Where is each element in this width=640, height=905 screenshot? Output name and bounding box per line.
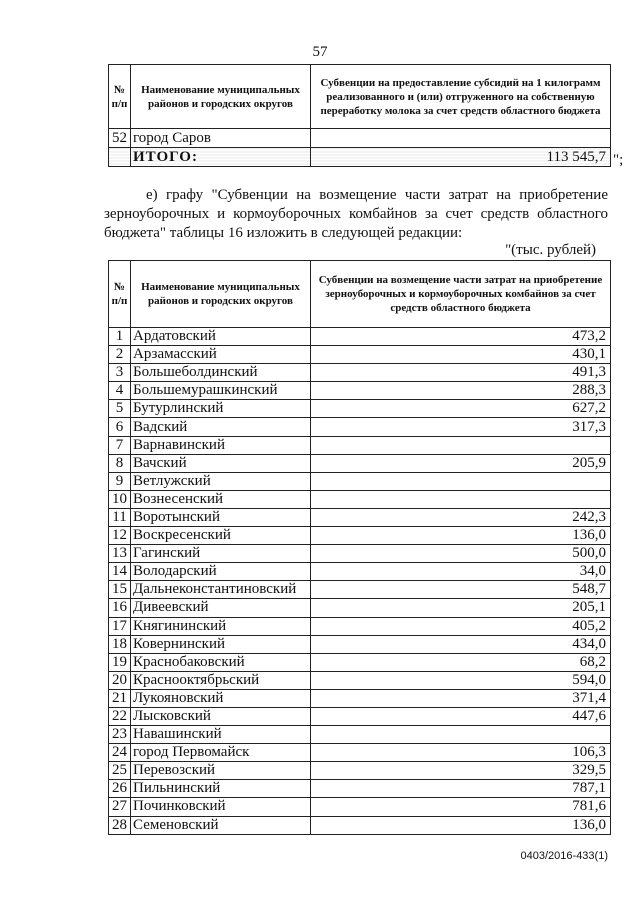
row-value: 68,2 (311, 653, 611, 671)
header-name: Наименование муниципальных районов и городских округов (131, 65, 311, 129)
row-num: 23 (109, 726, 131, 744)
table-row (109, 364, 611, 382)
row-name: Арзамасский (131, 346, 311, 364)
row-name: Семеновский (131, 816, 311, 834)
row-value: 594,0 (311, 671, 611, 689)
table-row (109, 707, 611, 725)
row-value: 447,6 (311, 707, 611, 725)
table-row (109, 400, 611, 418)
row-value: 781,6 (311, 798, 611, 816)
row-name: Ардатовский (131, 328, 311, 346)
table-row (109, 726, 611, 744)
table-row (109, 418, 611, 436)
table-row (109, 798, 611, 816)
row-num: 12 (109, 527, 131, 545)
row-name: Варнавинский (131, 436, 311, 454)
row-value: 473,2 (311, 328, 611, 346)
row-num: 3 (109, 364, 131, 382)
row-name: Дивеевский (131, 599, 311, 617)
table-row (109, 762, 611, 780)
row-value: 317,3 (311, 418, 611, 436)
table-row (109, 346, 611, 364)
row-name: Большемурашкинский (131, 382, 311, 400)
row-name: Вачский (131, 454, 311, 472)
amendment-text: е) графу "Субвенции на возмещение части затрат на приобретение зерноуборочных и кормоуборочных комбайнов за счет средств областного бюджета" таблицы 16 изложить в следующей редакции: (104, 187, 608, 241)
table-row (109, 472, 611, 490)
row-name: Краснооктябрьский (131, 671, 311, 689)
row-num: 4 (109, 382, 131, 400)
header-value: Субвенции на предоставление субсидий на 1 килограмм реализованного и (или) отгруженного на собственную переработку молока за счет средств областного бюджета (311, 65, 611, 129)
row-value: 491,3 (311, 364, 611, 382)
row-value (311, 490, 611, 508)
row-value (311, 436, 611, 454)
total-num (109, 148, 131, 167)
row-num: 15 (109, 581, 131, 599)
row-num: 13 (109, 545, 131, 563)
row-value: 434,0 (311, 635, 611, 653)
combine-subsidy-table (108, 260, 611, 835)
row-name: Лукояновский (131, 689, 311, 707)
row-value (311, 129, 611, 148)
total-label: ИТОГО: (131, 148, 311, 167)
row-name: Ветлужский (131, 472, 311, 490)
row-num: 25 (109, 762, 131, 780)
closing-quote: "; (613, 152, 624, 168)
row-num: 5 (109, 400, 131, 418)
row-value: 34,0 (311, 563, 611, 581)
table-row (109, 508, 611, 526)
table-row (109, 436, 611, 454)
table-row (109, 671, 611, 689)
row-num: 52 (109, 129, 131, 148)
row-num: 11 (109, 508, 131, 526)
row-name: Перевозский (131, 762, 311, 780)
row-value (311, 472, 611, 490)
table-row (109, 816, 611, 834)
table-row (109, 780, 611, 798)
row-name: Навашинский (131, 726, 311, 744)
row-value: 371,4 (311, 689, 611, 707)
table-row (109, 581, 611, 599)
amendment-paragraph (104, 186, 608, 243)
table-row (109, 635, 611, 653)
row-num: 24 (109, 744, 131, 762)
row-value: 242,3 (311, 508, 611, 526)
table-row (109, 527, 611, 545)
row-value: 430,1 (311, 346, 611, 364)
row-name: Дальнеконстантиновский (131, 581, 311, 599)
row-name: Вадский (131, 418, 311, 436)
row-name: Починковский (131, 798, 311, 816)
row-value: 205,1 (311, 599, 611, 617)
table-row (109, 545, 611, 563)
row-name: Бутурлинский (131, 400, 311, 418)
row-name: город Первомайск (131, 744, 311, 762)
row-num: 22 (109, 707, 131, 725)
row-num: 9 (109, 472, 131, 490)
row-num: 8 (109, 454, 131, 472)
row-name: Володарский (131, 563, 311, 581)
total-row (109, 148, 611, 167)
unit-label: "(тыс. рублей) (505, 242, 596, 258)
table-row (109, 382, 611, 400)
row-name: Пильнинский (131, 780, 311, 798)
row-num: 27 (109, 798, 131, 816)
table-row (109, 689, 611, 707)
row-value: 136,0 (311, 816, 611, 834)
row-name: Вознесенский (131, 490, 311, 508)
row-value: 205,9 (311, 454, 611, 472)
row-value: 787,1 (311, 780, 611, 798)
row-num: 20 (109, 671, 131, 689)
row-num: 7 (109, 436, 131, 454)
table-row (109, 454, 611, 472)
milk-subsidy-table (108, 64, 611, 167)
table-row (109, 653, 611, 671)
table-row (109, 563, 611, 581)
table-row (109, 129, 611, 148)
row-name: город Саров (131, 129, 311, 148)
row-value: 106,3 (311, 744, 611, 762)
row-value: 405,2 (311, 617, 611, 635)
row-value: 288,3 (311, 382, 611, 400)
row-name: Воротынский (131, 508, 311, 526)
row-name: Гагинский (131, 545, 311, 563)
row-value: 627,2 (311, 400, 611, 418)
row-num: 28 (109, 816, 131, 834)
row-value: 136,0 (311, 527, 611, 545)
header-name: Наименование муниципальных районов и городских округов (131, 261, 311, 328)
row-name: Княгининский (131, 617, 311, 635)
row-num: 17 (109, 617, 131, 635)
row-num: 16 (109, 599, 131, 617)
total-value: 113 545,7 (311, 148, 611, 167)
header-value: Субвенции на возмещение части затрат на приобретение зерноуборочных и кормоуборочных комбайнов за счет средств областного бюджета (311, 261, 611, 328)
row-num: 18 (109, 635, 131, 653)
table-row (109, 599, 611, 617)
row-value: 548,7 (311, 581, 611, 599)
row-num: 2 (109, 346, 131, 364)
row-value: 500,0 (311, 545, 611, 563)
row-num: 14 (109, 563, 131, 581)
header-num: № п/п (109, 261, 131, 328)
row-name: Лысковский (131, 707, 311, 725)
row-num: 26 (109, 780, 131, 798)
table-row (109, 617, 611, 635)
row-num: 1 (109, 328, 131, 346)
row-value: 329,5 (311, 762, 611, 780)
row-name: Большеболдинский (131, 364, 311, 382)
row-name: Воскресенский (131, 527, 311, 545)
row-value (311, 726, 611, 744)
row-num: 21 (109, 689, 131, 707)
page-number: 57 (312, 44, 328, 60)
row-num: 6 (109, 418, 131, 436)
document-code: 0403/2016-433(1) (520, 850, 608, 862)
row-num: 19 (109, 653, 131, 671)
row-num: 10 (109, 490, 131, 508)
header-num: № п/п (109, 65, 131, 129)
row-name: Краснобаковский (131, 653, 311, 671)
table-row (109, 744, 611, 762)
row-name: Ковернинский (131, 635, 311, 653)
table-body (109, 328, 611, 835)
table-row (109, 328, 611, 346)
table-row (109, 490, 611, 508)
